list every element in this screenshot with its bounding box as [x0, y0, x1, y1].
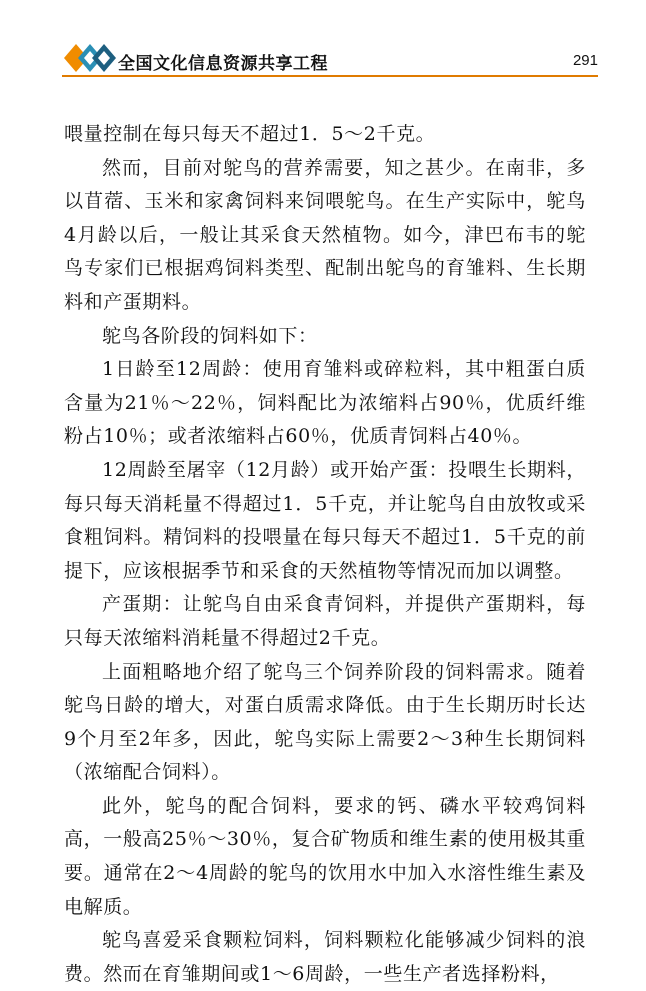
paragraph: 鸵鸟各阶段的饲料如下： [102, 324, 318, 347]
paragraph: 喂量控制在每只每天不超过1．5～2千克。 [64, 123, 436, 145]
paragraph: 产蛋期：让鸵鸟自由采食青饲料，并提供产蛋期料，每只每天浓缩料消耗量不得超过2千克。 [64, 593, 586, 649]
header-divider [62, 75, 598, 77]
page-number: 291 [572, 52, 598, 69]
paragraph: 上面粗略地介绍了鸵鸟三个饲养阶段的饲料需求。随着鸵鸟日龄的增大，对蛋白质需求降低。由于生长期历时长达9个月至2年多，因此，鸵鸟实际上需要2～3种生长期饲料（浓缩配合饲料）。 [64, 660, 586, 784]
page-body [64, 118, 586, 991]
paragraph: 12周龄至屠宰（12月龄）或开始产蛋：投喂生长期料，每只每天消耗量不得超过1．5千克，并让鸵鸟自由放牧或采食粗饲料。精饲料的投喂量在每只每天不超过1．5千克的前提下，应该根据季节和采食的天然植物等情况而加以调整。 [64, 458, 586, 582]
paragraph: 然而，目前对鸵鸟的营养需要，知之甚少。在南非，多以苜蓿、玉米和家禽饲料来饲喂鸵鸟。在生产实际中，鸵鸟4月龄以后，一般让其采食天然植物。如今，津巴布韦的鸵鸟专家们已根据鸡饲料类型、配制出鸵鸟的育雏料、生长期料和产蛋期料。 [64, 156, 586, 313]
header-title: 全国文化信息资源共享工程 [118, 54, 328, 74]
paragraph: 此外，鸵鸟的配合饲料，要求的钙、磷水平较鸡饲料高，一般高25％～30％，复合矿物质和维生素的使用极其重要。通常在2～4周龄的鸵鸟的饮用水中加入水溶性维生素及电解质。 [64, 794, 586, 918]
paragraph: 鸵鸟喜爱采食颗粒饲料，饲料颗粒化能够减少饲料的浪费。然而在育雏期间或1～6周龄，一些生产者选择粉料， [64, 929, 586, 985]
diamond-logo-icon [62, 40, 116, 76]
page-header [62, 40, 598, 80]
paragraph: 1日龄至12周龄：使用育雏料或碎粒料，其中粗蛋白质含量为21％～22％，饲料配比为浓缩料占90％，优质纤维粉占10％；或者浓缩料占60％，优质青饲料占40％。 [64, 358, 586, 448]
